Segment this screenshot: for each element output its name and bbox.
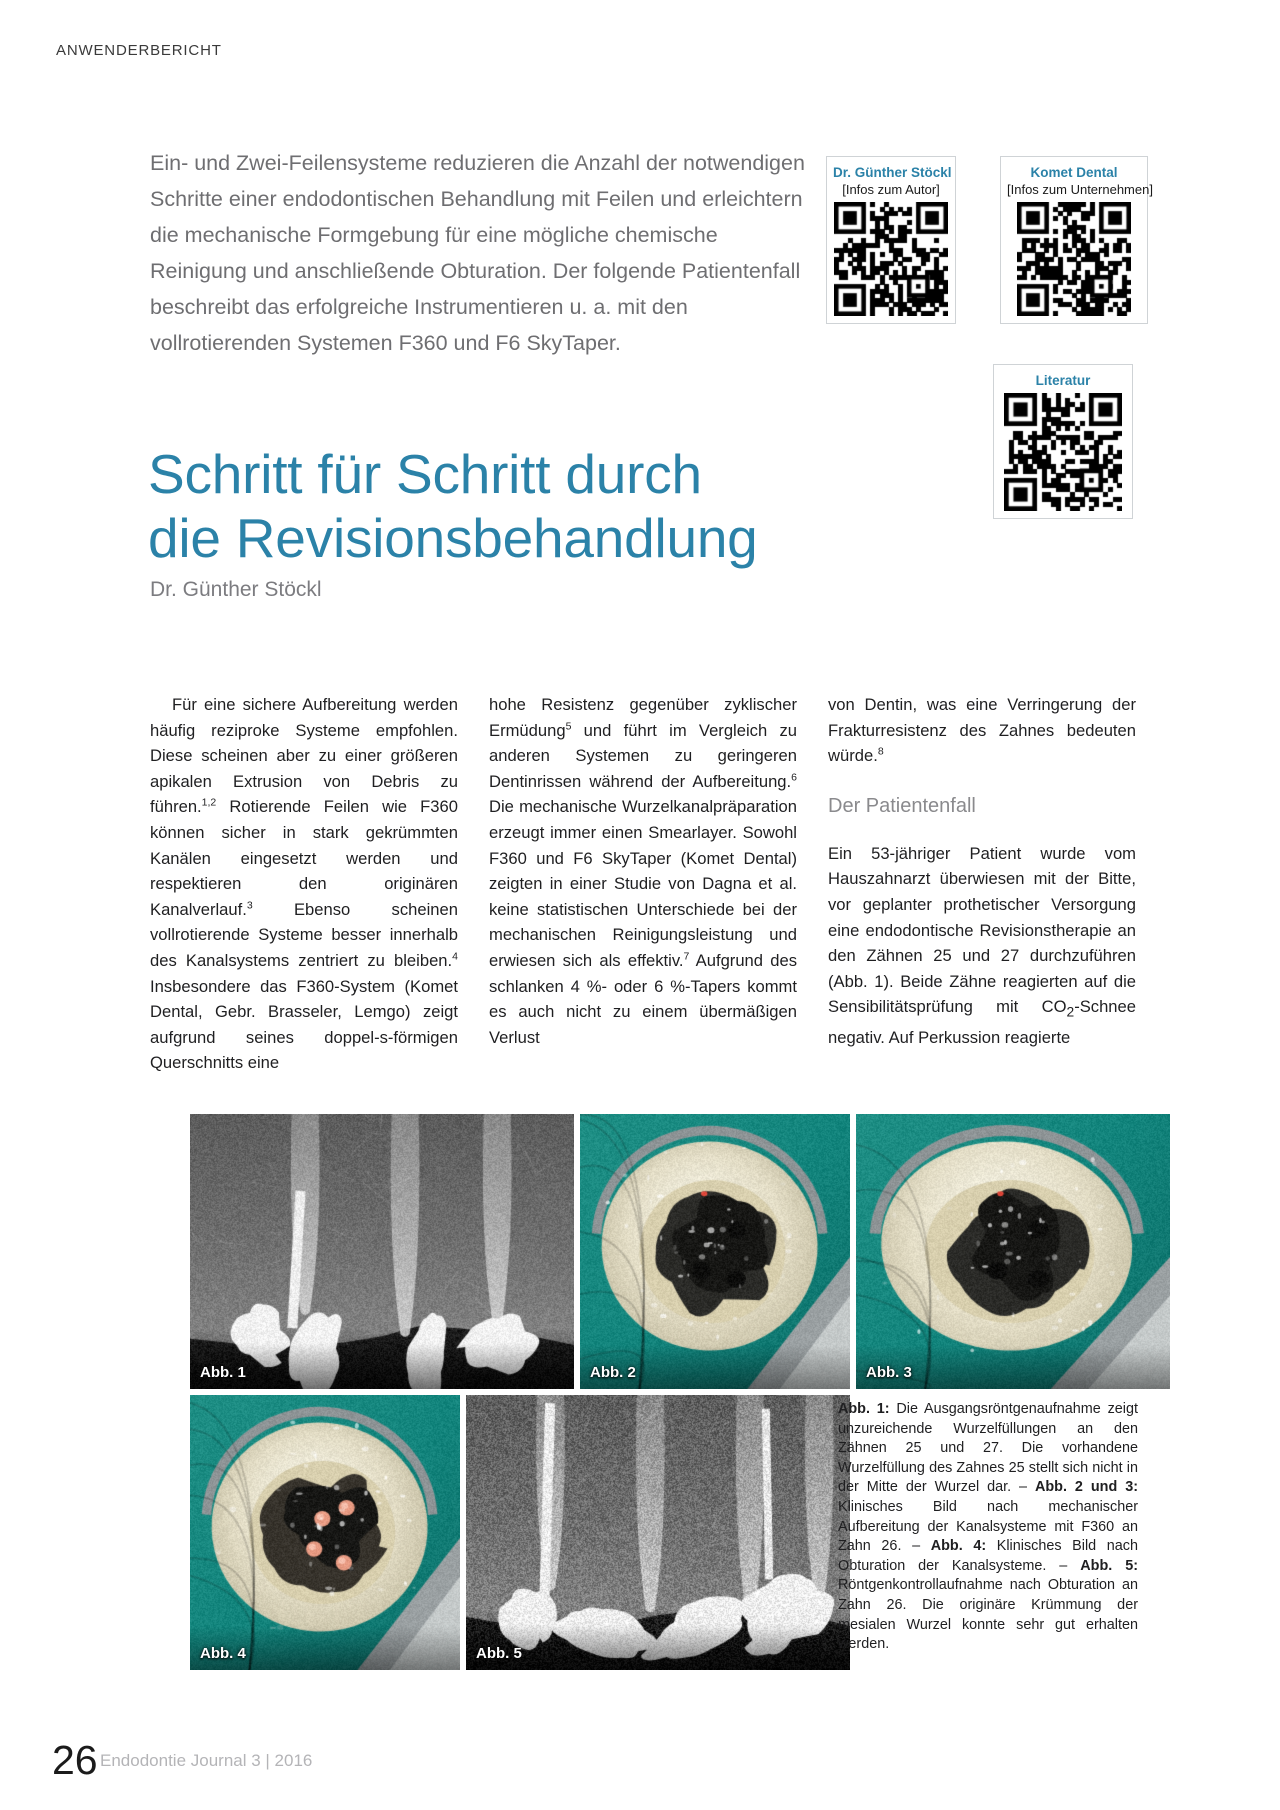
page-title [148, 442, 868, 570]
qr-box-literature[interactable] [993, 364, 1133, 519]
footnote-ref: 7 [683, 950, 690, 963]
body-column-1 [150, 692, 458, 1076]
caption-ref-5: Abb. 5: [1080, 1557, 1139, 1574]
body-column-2 [489, 692, 797, 1050]
figure-abb-2 [580, 1114, 850, 1389]
clinical-photo-image [190, 1395, 460, 1670]
footnote-ref: 5 [565, 720, 572, 733]
author-byline: Dr. Günther Stöckl [150, 578, 322, 601]
figure-abb-5 [466, 1395, 850, 1670]
clinical-photo-image [580, 1114, 850, 1389]
footnote-ref: 3 [246, 899, 253, 912]
caption-ref-2: Abb. 2 und 3: [1035, 1479, 1138, 1496]
footnote-ref: 1,2 [201, 796, 217, 809]
radiograph-image [466, 1395, 850, 1670]
page-title-line-1: Schritt für Schritt durch [148, 442, 702, 505]
body-paragraph: von Dentin, was eine Verringerung der Frakturresistenz des Zahnes bedeuten würde.$^8$ [828, 695, 1136, 766]
caption-ref-1: Abb. 1: [838, 1401, 890, 1417]
qr-box-author-title: Dr. Günther Stöckl [833, 165, 952, 180]
qr-box-company[interactable] [1000, 156, 1153, 324]
qr-code-icon[interactable] [1004, 393, 1122, 511]
footnote-ref: 4 [452, 950, 458, 963]
footnote-ref: 8 [877, 745, 884, 758]
qr-code-icon[interactable] [834, 202, 948, 316]
body-paragraph: Für eine sichere Aufbereitung werden häufig reziproke Systeme empfohlen. Diese scheinen aber zu einer größeren apikalen Extrusion von Debris zu führen.$^{1,2}$ Rotierende Feilen wie F360 können sicher in stark gekrümmten Kanälen eingesetzt werden und respektieren den originären Kanalverlauf.$^3$ Ebenso scheinen vollrotierende Systeme besser innerhalb des Kanalsystems zentriert zu bleiben.$^4$ Insbesondere das F360-System (Komet Dental, Gebr. Brasseler, Lemgo) zeigt aufgrund seines doppel-s-förmigen Querschnitts eine [150, 695, 458, 1073]
qr-box-company-title: Komet Dental [1030, 165, 1118, 180]
chemical-subscript: 2 [1066, 1003, 1075, 1020]
body-paragraph: Ein 53-jähriger Patient wurde vom Hauszahnarzt überwiesen mit der Bitte, vor geplanter prothetischer Versorgung eine endodontische Revisionstherapie an den Zähnen 25 und 27 durchzuführen (Abb. 1). Beide Zähne reagierten auf die Sensibilitätsprüfung mit $CO_2$-Schnee negativ. Auf Perkussion reagierte [828, 843, 1136, 1048]
figure-abb-3 [856, 1114, 1170, 1389]
figure-label: Abb. 1 [200, 1364, 246, 1381]
qr-box-literature-title: Literatur [1035, 373, 1091, 388]
qr-code-icon[interactable] [1017, 202, 1131, 316]
qr-box-author[interactable] [826, 156, 956, 324]
footnote-ref: 6 [791, 771, 797, 784]
page-number: 26 [52, 1737, 98, 1783]
body-paragraph: hohe Resistenz gegenüber zyklischer Ermüdung$^5$ und führt im Vergleich zu anderen Systemen zu geringeren Dentinrissen während der Aufbereitung.$^6$ Die mechanische Wurzelkanalpräparation erzeugt immer einen Smearlayer. Sowohl F360 und F6 SkyTaper (Komet Dental) zeigten in einer Studie von Dagna et al. keine statistischen Unterschiede bei der mechanischen Reinigungsleistung und erwiesen sich als effektiv.$^7$ Aufgrund des schlanken 4 %- oder 6 %-Tapers kommt es auch nicht zu einem übermäßigen Verlust [489, 695, 798, 1047]
qr-box-company-subtitle: [Infos zum Unternehmen] [1007, 182, 1153, 197]
caption-ref-4: Abb. 4: [930, 1538, 987, 1555]
figure-abb-1 [190, 1114, 574, 1389]
radiograph-image [190, 1114, 574, 1389]
figure-label: Abb. 3 [866, 1364, 912, 1381]
figure-label: Abb. 4 [200, 1645, 246, 1662]
body-column-3 [828, 692, 1136, 1051]
section-subheading: Der Patientenfall [828, 794, 976, 817]
figure-label: Abb. 5 [476, 1645, 522, 1662]
journal-footer: Endodontie Journal 3 | 2016 [100, 1751, 313, 1770]
page-title-line-2: die Revisionsbehandlung [148, 506, 758, 569]
lead-paragraph: Ein- und Zwei-Feilensysteme reduzieren die Anzahl der notwendigen Schritte einer endodontischen Behandlung mit Feilen und erleichtern die mechanische Formgebung für eine mögliche chemische Reinigung und anschließende Obturation. Der folgende Patientenfall beschreibt das erfolgreiche Instrumentieren u. a. mit den vollrotierenden Systemen F360 und F6 SkyTaper. [150, 151, 805, 355]
figure-abb-4 [190, 1395, 460, 1670]
figure-caption-block: Abb. 1: Die Ausgangsröntgenaufnahme zeigt unzureichende Wurzelfüllungen an den Zähnen 25 und 27. Die vorhandene Wurzelfüllung des Zahnes 25 stellt sich nicht in der Mitte der Wurzel dar. – Abb. 2 und 3: Klinisches Bild nach mechanischer Aufbereitung der Kanalsysteme mit F360 an Zahn 26. – Abb. 4: Klinisches Bild nach Obturation der Kanalsysteme. – Abb. 5: Röntgenkontrollaufnahme nach Obturation an Zahn 26. Die originäre Krümmung der mesialen Wurzel konnte sehr gut erhalten werden. [838, 1401, 1139, 1653]
qr-box-author-subtitle: [Infos zum Autor] [842, 182, 940, 197]
running-head: ANWENDERBERICHT [56, 42, 222, 59]
clinical-photo-image [856, 1114, 1170, 1389]
figure-label: Abb. 2 [590, 1364, 636, 1381]
